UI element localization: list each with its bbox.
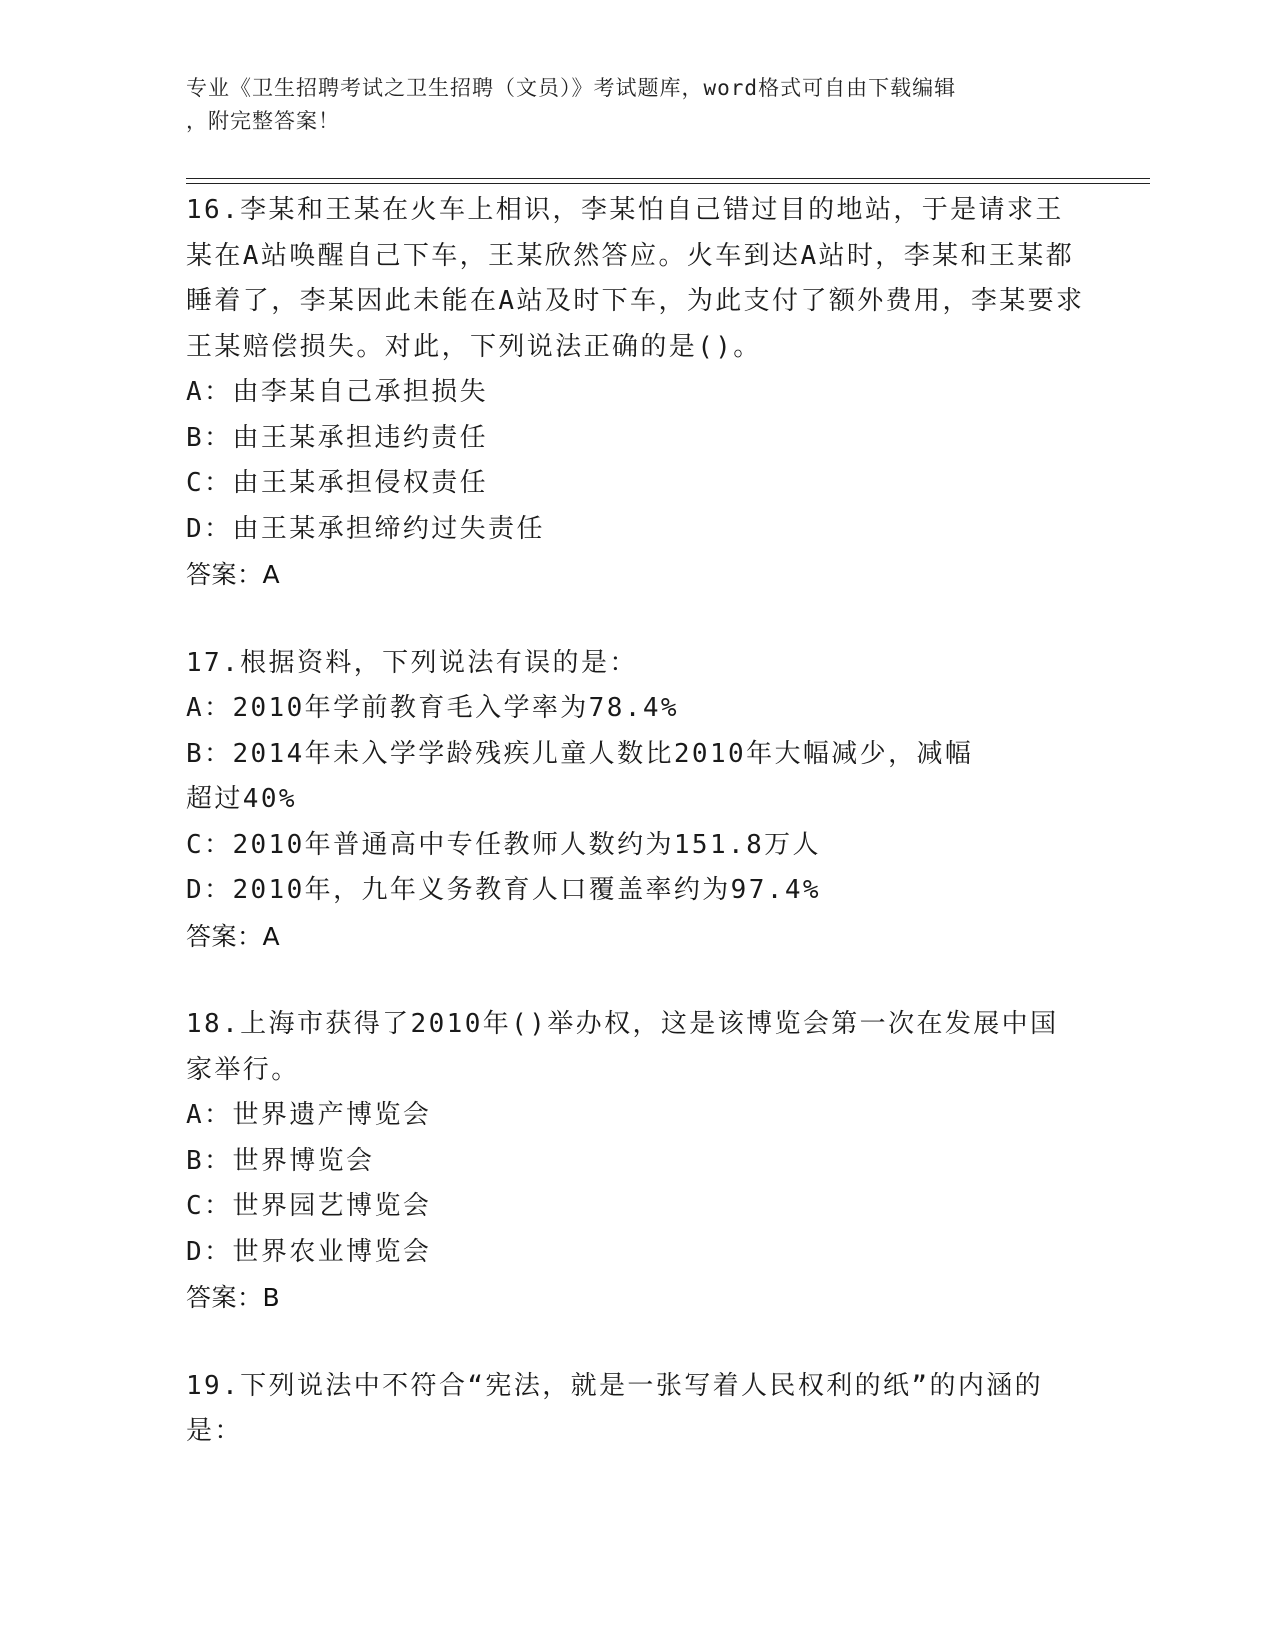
option-a: A：由李某自己承担损失: [186, 377, 489, 407]
option-d: D：世界农业博览会: [186, 1236, 432, 1267]
option-a: A：2010年学前教育毛入学率为78.4%: [186, 693, 679, 723]
question-stem: 18.上海市获得了2010年()举办权，这是该博览会第一次在发展中国家举行。: [186, 1009, 1059, 1085]
option-d: D：由王某承担缔约过失责任: [186, 513, 545, 544]
option-a: A：世界遗产博览会: [186, 1100, 432, 1130]
question-16: [186, 188, 1086, 598]
question-stem: 16.李某和王某在火车上相识，李某怕自己错过目的地站，于是请求王某在A站唤醒自己下车，王某欣然答应。火车到达A站时，李某和王某都睡着了，李某因此未能在A站及时下车，为此支付了额外费用，李某要求王某赔偿损失。对此，下列说法正确的是()。: [186, 195, 1085, 362]
question-19: [186, 1364, 1086, 1455]
header-line-2: ，附完整答案！: [186, 109, 340, 133]
question-18: [186, 1002, 1086, 1321]
question-stem: 19.下列说法中不符合“宪法，就是一张写着人民权利的纸”的内涵的是：: [186, 1370, 1044, 1446]
page-header: [186, 72, 1086, 138]
question-stem: 17.根据资料，下列说法有误的是：: [186, 647, 638, 678]
option-b: B：2014年未入学学龄残疾儿童人数比2010年大幅减少，减幅超过40%: [186, 738, 974, 814]
option-b: B：由王某承担违约责任: [186, 422, 489, 453]
header-rule-bottom: [186, 183, 1150, 184]
question-list: [186, 188, 1086, 1498]
option-b: B：世界博览会: [186, 1145, 375, 1176]
header-line-1: 专业《卫生招聘考试之卫生招聘（文员）》考试题库，word格式可自由下载编辑: [186, 76, 957, 100]
header-rule-top: [186, 178, 1150, 179]
option-c: C：2010年普通高中专任教师人数约为151.8万人: [186, 829, 821, 860]
question-17: [186, 641, 1086, 960]
answer-line: 答案：A: [186, 921, 281, 951]
answer-line: 答案：A: [186, 560, 281, 589]
option-c: C：由王某承担侵权责任: [186, 468, 489, 498]
option-d: D：2010年，九年义务教育人口覆盖率约为97.4%: [186, 875, 821, 905]
answer-line: 答案：B: [186, 1283, 281, 1312]
option-c: C：世界园艺博览会: [186, 1191, 432, 1221]
